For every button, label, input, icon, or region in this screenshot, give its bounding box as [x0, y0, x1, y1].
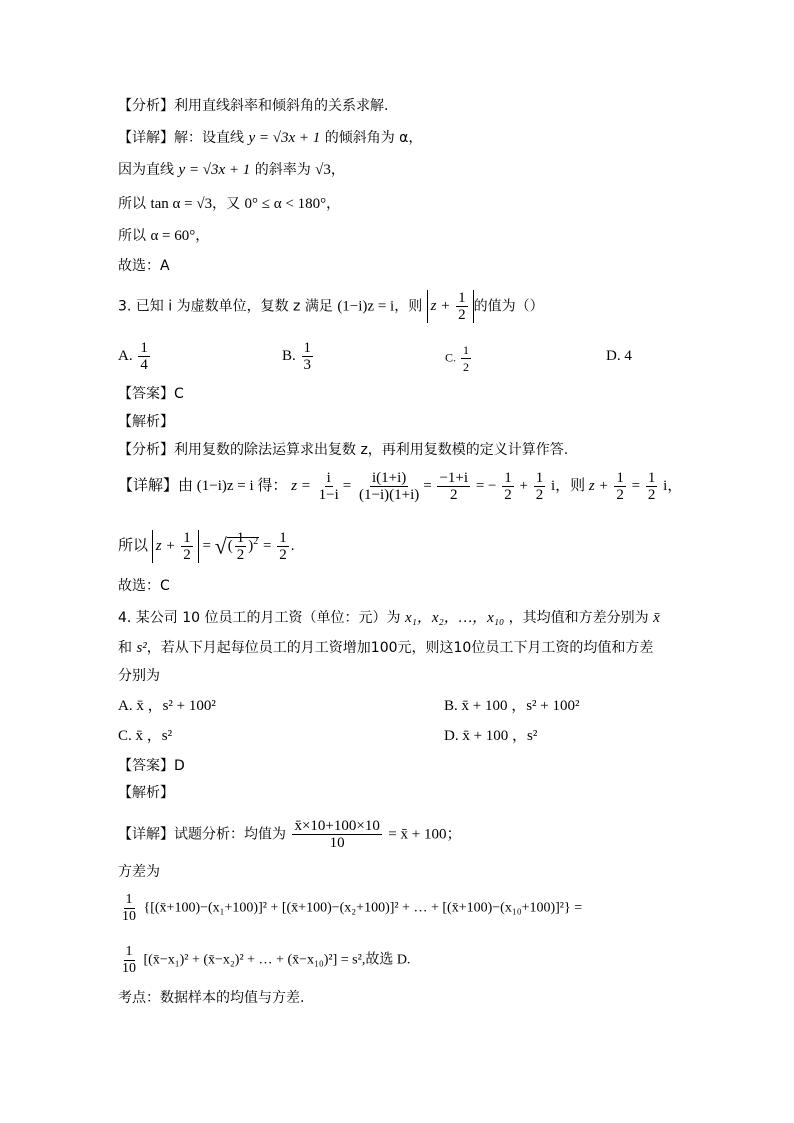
q4-variance-label: 方差为 — [118, 864, 160, 880]
q3-option-d: D. 4 — [606, 348, 632, 364]
q3-modulus-line: 所以 z + $\frac{1}{2}$ = √( $\frac{1}{2}$ )$^2$ = $\frac{1}{2}$ . — [118, 530, 295, 563]
q3-answer: 【答案】C — [118, 386, 184, 402]
q2-slope-line: 因为直线 y = √3x + 1 的斜率为 √3， — [118, 162, 345, 178]
q4-stem-1: 4. 某公司 10 位员工的月工资（单位：元）为 x₁，x₂，…，x₁₀ ，其均值和方差分别为 x̄ — [118, 610, 660, 626]
q4-answer: 【答案】D — [118, 758, 185, 774]
q2-detail-line: 【详解】解：设直线 y = √3x + 1 的倾斜角为 α， — [118, 130, 423, 146]
q3-detail-line: 【详解】由 (1−i)z = i 得： z = $\frac{i}{1-i}$ = $\frac{i(1+i)}{(1-i)(1+i)}$ = $\frac{-1+i}{2}$ = − $\frac{1}{2}$ + $\frac{1}{2}$ i，则 z + $\frac{1}{2}$ = $\frac{1}{2}$ i， — [118, 470, 683, 503]
q2-analysis: 【分析】利用直线斜率和倾斜角的关系求解. — [118, 98, 389, 114]
q4-kaodian: 考点：数据样本的均值与方差. — [118, 990, 305, 1006]
q4-option-d: D. x̄ + 100 ，s² — [444, 728, 538, 744]
q2-choice: 故选：A — [118, 258, 170, 274]
q4-option-a: A. x̄ ，s² + 100² — [118, 698, 216, 714]
q3-stem: 3. 已知 i 为虚数单位，复数 z 满足 (1−i)z = i，则 z + $\frac{1}{2}$ 的值为（） — [118, 290, 544, 323]
q4-stem-2: 和 s²，若从下月起每位员工的月工资增加100元，则这10位员工下月工资的均值和方差 — [118, 640, 654, 656]
q4-variance-line-2: $\frac{1}{10}$ [(x̄−x₁)² + (x̄−x₂)² + … + (x̄−x₁₀)²] = s²,故选 D. — [122, 944, 411, 976]
q4-option-c: C. x̄ ，s² — [118, 728, 173, 744]
q3-jiexi: 【解析】 — [118, 414, 174, 430]
q3-option-a: A. $\frac{1}{4}$ — [118, 340, 148, 373]
q3-sqrt: ( $\frac{1}{2}$ )$^2$ — [227, 530, 259, 563]
q4-mean-line: 【详解】试题分析：均值为 $\frac{x̄\times 10+100\times 10}{10}$ = x̄ + 100； — [118, 818, 462, 851]
q2-alpha-line: 所以 α = 60°， — [118, 228, 210, 244]
q4-option-b: B. x̄ + 100 ，s² + 100² — [444, 698, 580, 714]
q3-stem-abs: z + $\frac{1}{2}$ — [427, 290, 474, 323]
q3-analysis: 【分析】利用复数的除法运算求出复数 z，再利用复数模的定义计算作答. — [118, 442, 569, 458]
q3-choice: 故选：C — [118, 578, 170, 594]
q3-option-b: B. $\frac{1}{3}$ — [282, 340, 312, 373]
q4-jiexi: 【解析】 — [118, 785, 174, 801]
q4-stem-3: 分别为 — [118, 668, 160, 684]
q2-tan-line: 所以 tan α = √3，又 0° ≤ α < 180°， — [118, 196, 341, 212]
q4-variance-line-1: $\frac{1}{10}$ {[(x̄+100)−(x₁+100)]² + [(x̄+100)−(x₂+100)]² + … + [(x̄+100)−(x₁₀+100)]²} = — [122, 892, 583, 924]
q3-option-c: C. $\frac{1}{2}$ — [445, 343, 470, 374]
